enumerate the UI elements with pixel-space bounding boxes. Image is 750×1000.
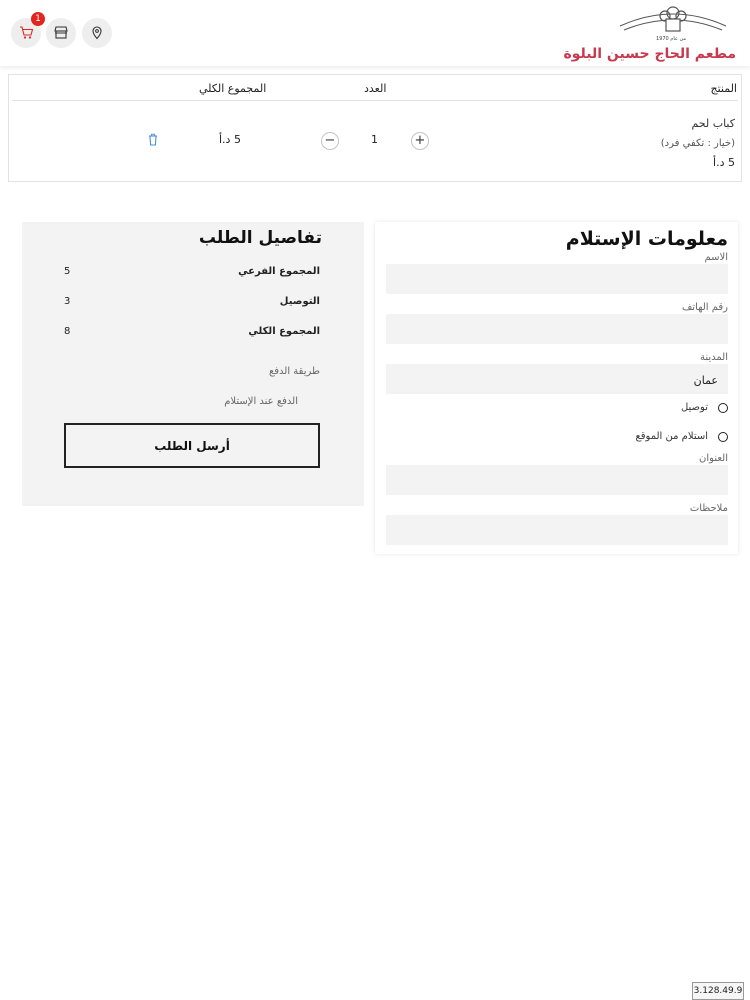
address-label: العنوان xyxy=(699,453,728,464)
top-header xyxy=(0,0,750,66)
delivery-radio-option[interactable] xyxy=(681,402,728,413)
cart-table xyxy=(8,74,742,182)
store-button[interactable] xyxy=(46,18,76,48)
name-input[interactable] xyxy=(386,264,728,294)
header-product: المنتج xyxy=(710,82,737,95)
map-pin-icon xyxy=(90,26,104,40)
address-input[interactable] xyxy=(386,465,728,495)
phone-input[interactable] xyxy=(386,314,728,344)
header-quantity: العدد xyxy=(364,82,387,95)
notes-textarea[interactable] xyxy=(386,515,728,545)
pickup-info-title: معلومات الإستلام xyxy=(565,228,728,250)
location-button[interactable] xyxy=(82,18,112,48)
cart-item-price: 5 د.أ xyxy=(713,156,735,169)
notes-label: ملاحظات xyxy=(689,503,728,514)
version-label: 3.128.49.9 xyxy=(692,982,744,1000)
total-label: المجموع الكلي xyxy=(248,326,320,337)
city-select[interactable]: عمان xyxy=(386,364,728,394)
pickup-radio[interactable] xyxy=(718,432,728,442)
pickup-radio-option[interactable] xyxy=(635,431,728,442)
cart-item-line-total: 5 د.أ xyxy=(219,133,241,146)
trash-icon[interactable] xyxy=(146,133,160,147)
item-quantity: 1 xyxy=(371,133,378,146)
cart-count-badge: 1 xyxy=(31,12,45,26)
cart-item-name: كباب لحم xyxy=(691,117,735,130)
order-details-panel xyxy=(22,222,364,506)
pickup-radio-label: استلام من الموقع xyxy=(635,431,708,442)
subtotal-label: المجموع الفرعي xyxy=(238,266,320,277)
increase-qty-button[interactable]: + xyxy=(411,132,429,150)
payment-method-label: طريقة الدفع xyxy=(268,366,320,377)
pickup-info-panel xyxy=(375,222,738,554)
delivery-radio-label: توصيل xyxy=(680,402,708,413)
submit-order-button[interactable]: أرسل الطلب xyxy=(64,423,320,468)
delivery-fee-label: التوصيل xyxy=(279,296,320,307)
name-label: الاسم xyxy=(704,252,728,263)
cart-button[interactable] xyxy=(11,14,41,48)
delivery-fee-value: 3 xyxy=(64,296,71,307)
header-total: المجموع الكلي xyxy=(199,82,267,95)
phone-label: رقم الهاتف xyxy=(681,302,728,313)
logo-since-text: من عام 1970 xyxy=(656,36,686,42)
restaurant-name: مطعم الحاج حسين البلوة xyxy=(563,46,736,62)
store-icon xyxy=(53,26,69,40)
delivery-radio[interactable] xyxy=(718,403,728,413)
shopping-cart-icon xyxy=(19,26,34,40)
cart-item-option: (خيار : تكفي فرد) xyxy=(660,138,735,149)
payment-method-value[interactable]: الدفع عند الإستلام xyxy=(224,396,298,407)
header-divider xyxy=(12,100,738,101)
order-details-title: تفاصيل الطلب xyxy=(198,228,322,248)
decrease-qty-button[interactable]: − xyxy=(321,132,339,150)
subtotal-value: 5 xyxy=(64,266,71,277)
total-value: 8 xyxy=(64,326,71,337)
restaurant-logo[interactable] xyxy=(563,4,736,64)
city-label: المدينة xyxy=(699,352,728,363)
